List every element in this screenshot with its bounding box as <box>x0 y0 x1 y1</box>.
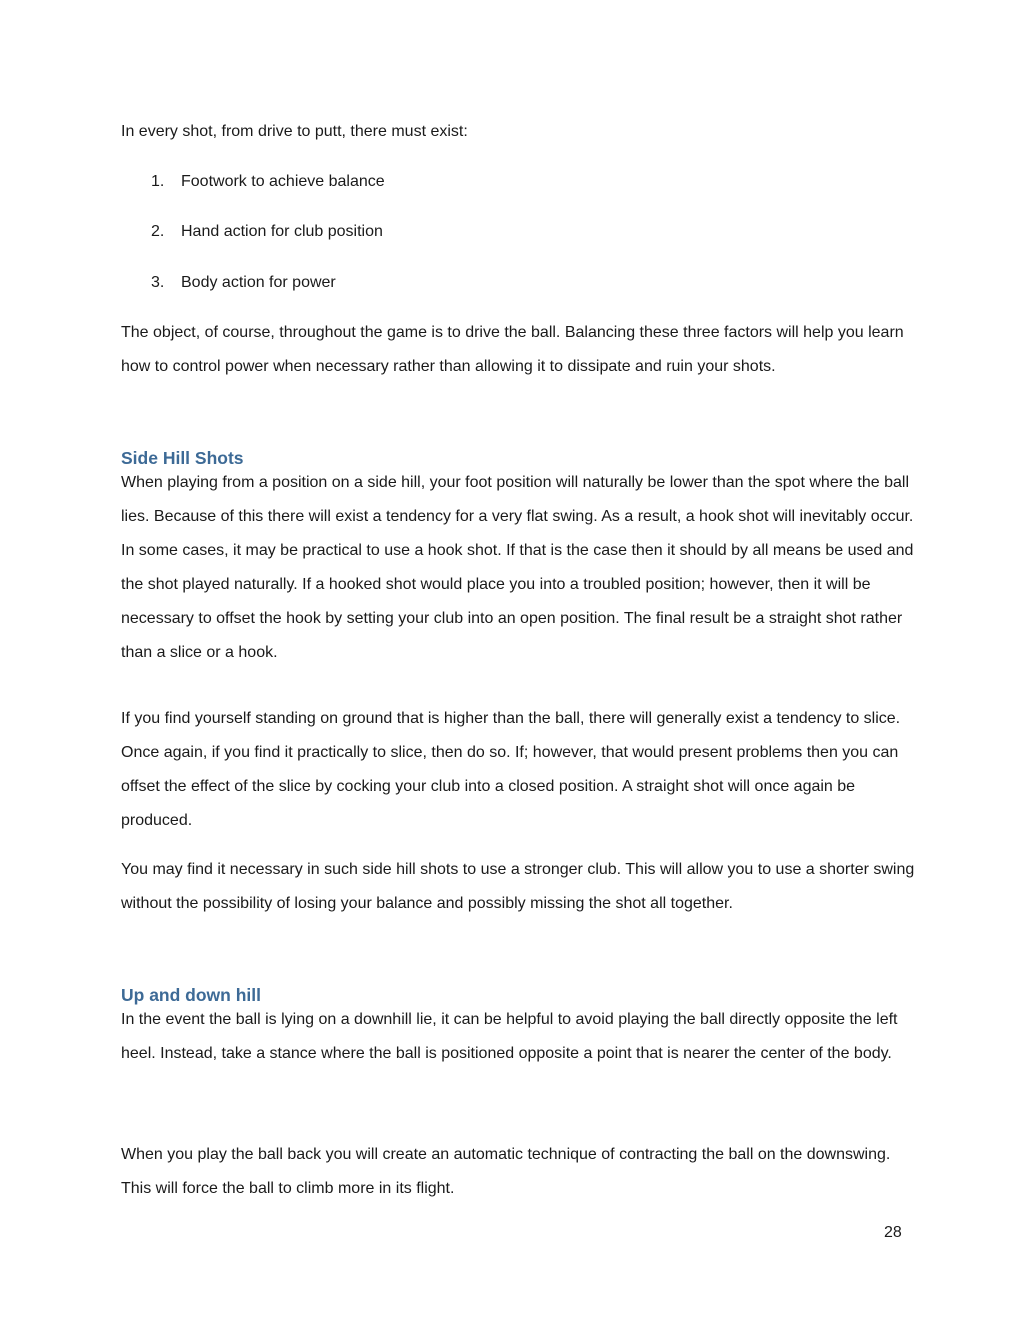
object-paragraph: The object, of course, throughout the game is to drive the ball. Balancing these three factors will help you learn how to control power when necessary rather than allowing it to dissipate and ruin your shots. <box>121 324 904 375</box>
list-item-text: Body action for power <box>181 274 336 291</box>
up-down-paragraph-1: In the event the ball is lying on a downhill lie, it can be helpful to avoid playing the ball directly opposite the left heel. Instead, take a stance where the ball is positioned opposite a point that is nearer the center of the body. <box>121 1011 898 1062</box>
up-down-hill-heading: Up and down hill <box>121 985 261 1005</box>
list-item-number: 2. <box>151 223 165 240</box>
side-hill-paragraph-1: When playing from a position on a side hill, your foot position will naturally be lower than the spot where the ball lies. Because of this there will exist a tendency for a very flat swing. As a result, a hook shot will inevitably occur. In some cases, it may be practical to use a hook shot. If that is the case then it should by all means be used and the shot played naturally. If a hooked shot would place you into a troubled position; however, then it will be necessary to offset the hook by setting your club into an open position. The final result be a straight shot rather than a slice or a hook. <box>121 474 914 661</box>
list-item-text: Hand action for club position <box>181 223 383 240</box>
list-item-number: 1. <box>151 173 165 190</box>
side-hill-paragraph-2: If you find yourself standing on ground that is higher than the ball, there will generally exist a tendency to slice. Once again, if you find it practically to slice, then do so. If; however, that would present problems then you can offset the effect of the slice by cocking your club into a closed position. A straight shot will once again be produced. <box>121 710 901 829</box>
intro-paragraph: In every shot, from drive to putt, there must exist: <box>121 123 468 140</box>
list-item-number: 3. <box>151 274 165 291</box>
list-item-text: Footwork to achieve balance <box>181 173 385 190</box>
page-number: 28 <box>884 1224 902 1241</box>
side-hill-paragraph-3: You may find it necessary in such side hill shots to use a stronger club. This will allow you to use a shorter swing without the possibility of losing your balance and possibly missing the shot all together. <box>121 861 915 912</box>
side-hill-heading: Side Hill Shots <box>121 448 244 468</box>
up-down-paragraph-2: When you play the ball back you will create an automatic technique of contracting the ball on the downswing. This will force the ball to climb more in its flight. <box>121 1146 891 1197</box>
